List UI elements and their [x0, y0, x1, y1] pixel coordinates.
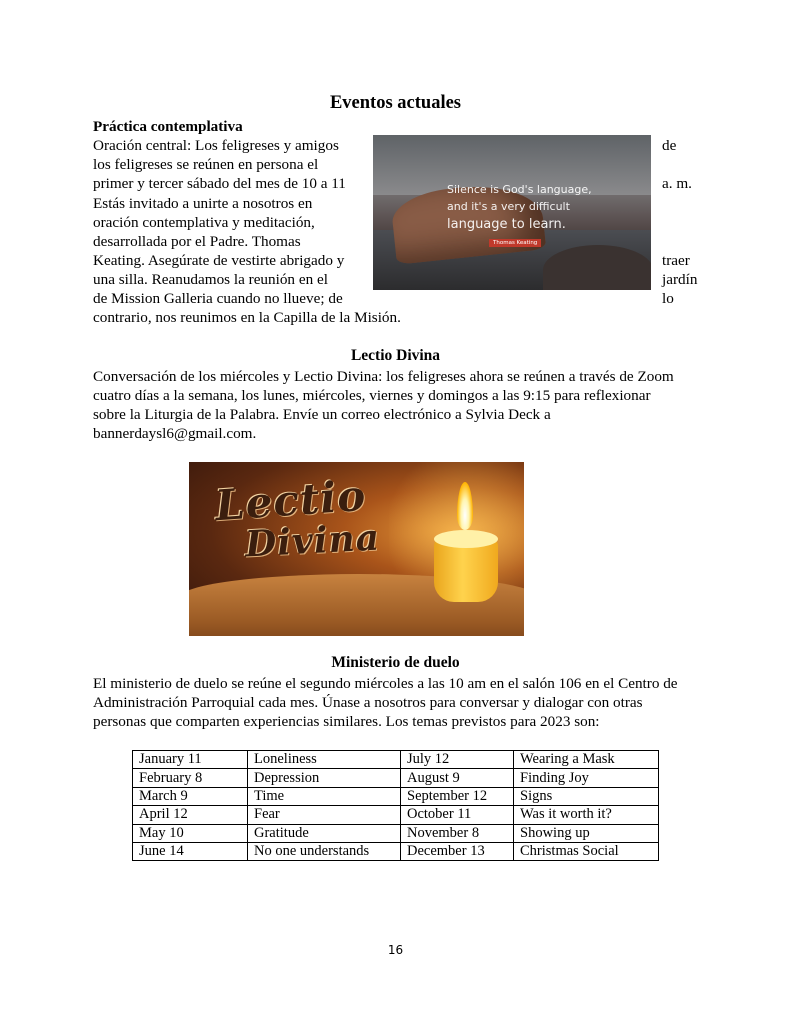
table-row — [133, 787, 659, 805]
contemplative-line: Oración central: Los feligreses y amigos — [93, 137, 339, 154]
table-cell: June 14 — [133, 842, 248, 860]
table-cell: October 11 — [401, 806, 514, 824]
table-cell: Christmas Social — [514, 842, 659, 860]
contemplative-line: contrario, nos reunimos en la Capilla de la Misión. — [93, 309, 401, 326]
table-cell: December 13 — [401, 842, 514, 860]
grief-heading: Ministerio de duelo — [331, 654, 460, 671]
table-row — [133, 824, 659, 842]
table-row — [133, 842, 659, 860]
contemplative-right-word: de — [662, 137, 677, 154]
grief-line: El ministerio de duelo se reúne el segundo miércoles a las 10 am en el salón 106 en el Centro de — [93, 675, 678, 692]
table-cell: Wearing a Mask — [514, 751, 659, 769]
candle-top — [434, 530, 498, 548]
contemplative-line: desarrollada por el Padre. Thomas — [93, 233, 301, 250]
contemplative-line: primer y tercer sábado del mes de 10 a 11 — [93, 175, 346, 192]
lectio-divina-image — [189, 462, 524, 636]
lectio-line: sobre la Liturgia de la Palabra. Envíe un correo electrónico a Sylvia Deck a — [93, 406, 551, 423]
quote-image-rock — [543, 245, 651, 290]
table-cell: Showing up — [514, 824, 659, 842]
table-row — [133, 769, 659, 787]
contemplative-line: de Mission Galleria cuando no llueve; de — [93, 290, 343, 307]
table-cell: July 12 — [401, 751, 514, 769]
contemplative-right-word: traer — [662, 252, 690, 269]
contemplative-line: los feligreses se reúnen en persona el — [93, 156, 319, 173]
contemplative-right-word: lo — [662, 290, 674, 307]
quote-image — [373, 135, 651, 290]
lectio-line: Conversación de los miércoles y Lectio Divina: los feligreses ahora se reúnen a través de Zoom — [93, 368, 674, 385]
topics-table — [132, 750, 659, 861]
table-cell: Depression — [248, 769, 401, 787]
grief-line: personas que comparten experiencias similares. Los temas previstos para 2023 son: — [93, 713, 600, 730]
table-cell: May 10 — [133, 824, 248, 842]
contemplative-line: Keating. Asegúrate de vestirte abrigado y — [93, 252, 345, 269]
table-cell: Finding Joy — [514, 769, 659, 787]
table-cell: No one understands — [248, 842, 401, 860]
table-cell: January 11 — [133, 751, 248, 769]
quote-text: language to learn. — [447, 217, 566, 232]
table-cell: Fear — [248, 806, 401, 824]
lectio-image-word: Lectio — [213, 470, 368, 531]
page-title: Eventos actuales — [329, 93, 462, 113]
grief-line: Administración Parroquial cada mes. Únase a nosotros para conversar y dialogar con otras — [93, 694, 643, 711]
contemplative-right-word: a. m. — [662, 175, 692, 192]
quote-text: and it's a very difficult — [447, 200, 570, 213]
lectio-image-word: Divina — [243, 516, 382, 566]
contemplative-line: una silla. Reanudamos la reunión en el — [93, 271, 328, 288]
table-cell: March 9 — [133, 787, 248, 805]
table-cell: September 12 — [401, 787, 514, 805]
table-cell: Time — [248, 787, 401, 805]
contemplative-heading: Práctica contemplativa — [93, 118, 243, 135]
table-row — [133, 751, 659, 769]
table-cell: April 12 — [133, 806, 248, 824]
table-cell: Signs — [514, 787, 659, 805]
table-cell: Loneliness — [248, 751, 401, 769]
contemplative-right-word: jardín — [662, 271, 698, 288]
lectio-email: bannerdaysl6@gmail.com. — [93, 425, 257, 442]
quote-author: Thomas Keating — [489, 239, 541, 247]
table-cell: August 9 — [401, 769, 514, 787]
lectio-heading: Lectio Divina — [350, 347, 441, 364]
table-cell: Was it worth it? — [514, 806, 659, 824]
table-cell: Gratitude — [248, 824, 401, 842]
table-cell: November 8 — [401, 824, 514, 842]
quote-text: Silence is God's language, — [447, 183, 592, 196]
table-cell: February 8 — [133, 769, 248, 787]
contemplative-line: Estás invitado a unirte a nosotros en — [93, 195, 313, 212]
lectio-line: cuatro días a la semana, los lunes, miércoles, viernes y domingos a las 9:15 para reflexionar — [93, 387, 651, 404]
page-number: 16 — [387, 943, 404, 957]
contemplative-line: oración contemplativa y meditación, — [93, 214, 315, 231]
table-row — [133, 806, 659, 824]
